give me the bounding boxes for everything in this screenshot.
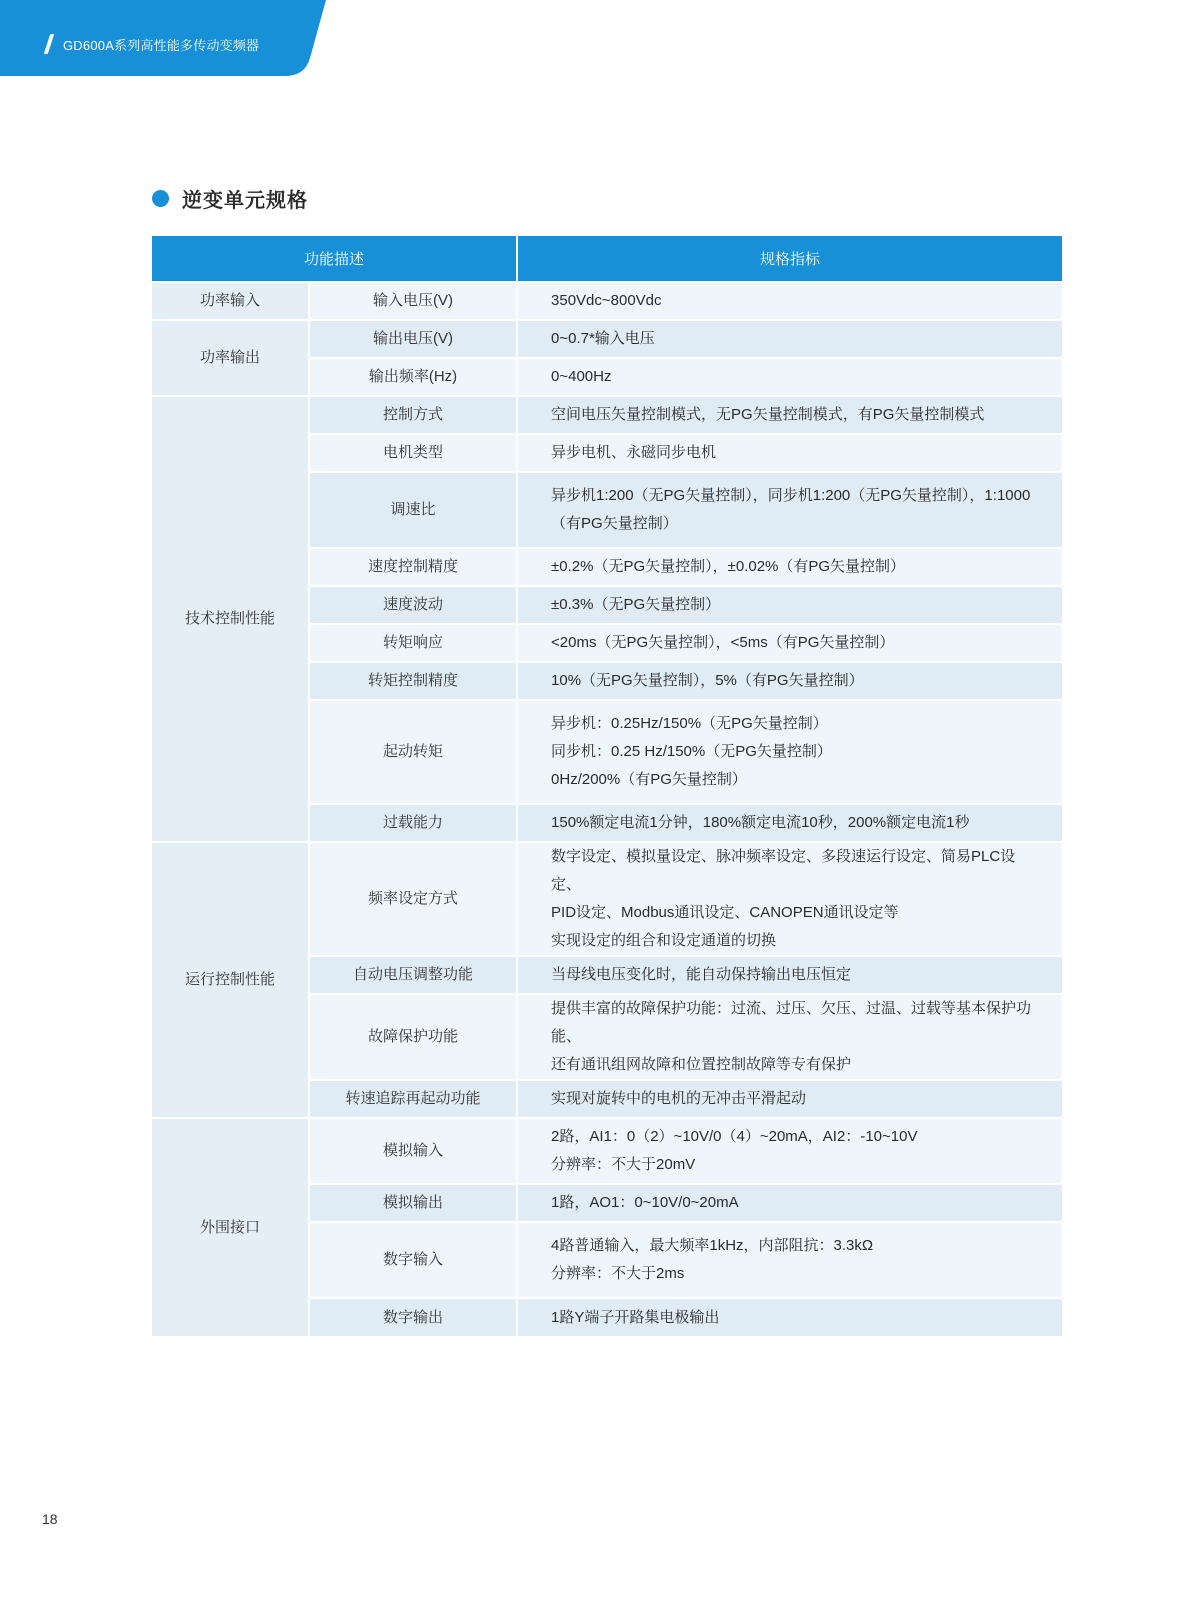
spec-cell [517,358,1062,396]
feature-cell: 输出频率(Hz) [309,358,517,396]
feature-cell: 转矩控制精度 [309,662,517,700]
section-title: 逆变单元规格 [182,190,308,212]
table-row [152,282,1062,320]
feature-cell: 起动转矩 [309,700,517,804]
spec-line: PID设定、Modbus通讯设定、CANOPEN通讯设定等 [551,904,899,921]
table-header-row [152,236,1062,282]
spec-cell [517,434,1062,472]
category-cell: 运行控制性能 [152,842,309,1118]
spec-cell [517,624,1062,662]
category-cell: 功率输入 [152,282,309,320]
spec-line: （有PG矢量控制） [551,515,678,532]
spec-line: 2路，AI1：0（2）~10V/0（4）~20mA，AI2：-10~10V [551,1128,918,1145]
spec-cell [517,396,1062,434]
spec-cell [517,1298,1062,1336]
category-cell: 外围接口 [152,1118,309,1336]
spec-line: 10%（无PG矢量控制），5%（有PG矢量控制） [551,672,864,689]
column-header-function: 功能描述 [152,236,517,282]
spec-line: 1路Y端子开路集电极输出 [551,1308,720,1326]
spec-line: 异步机：0.25Hz/150%（无PG矢量控制） [551,715,828,732]
spec-line: ±0.2%（无PG矢量控制），±0.02%（有PG矢量控制） [551,558,906,575]
header-title-wrap [47,30,259,58]
table-row [152,396,1062,434]
spec-cell [517,700,1062,804]
feature-cell: 输出电压(V) [309,320,517,358]
table-row [152,320,1062,358]
spec-line: 空间电压矢量控制模式，无PG矢量控制模式，有PG矢量控制模式 [551,406,985,423]
feature-cell: 频率设定方式 [309,842,517,956]
page-number: 18 [42,1511,58,1527]
feature-cell: 转矩响应 [309,624,517,662]
feature-cell: 控制方式 [309,396,517,434]
table-row [152,842,1062,956]
feature-cell: 输入电压(V) [309,282,517,320]
feature-cell: 调速比 [309,472,517,548]
spec-cell [517,804,1062,842]
spec-line: 分辨率：不大于20mV [551,1156,696,1173]
spec-cell [517,1080,1062,1118]
feature-cell: 电机类型 [309,434,517,472]
spec-line: 还有通讯组网故障和位置控制故障等专有保护 [551,1056,852,1073]
spec-line: 1路，AO1：0~10V/0~20mA [551,1194,739,1211]
spec-line: 实现设定的组合和设定通道的切换 [551,932,777,949]
spec-cell [517,842,1062,956]
category-cell: 功率输出 [152,320,309,396]
feature-cell: 模拟输出 [309,1184,517,1222]
spec-line: 同步机：0.25 Hz/150%（无PG矢量控制） [551,743,832,760]
spec-line: 0Hz/200%（有PG矢量控制） [551,771,747,788]
feature-cell: 转速追踪再起动功能 [309,1080,517,1118]
spec-cell [517,282,1062,320]
feature-cell: 自动电压调整功能 [309,956,517,994]
spec-line: 提供丰富的故障保护功能：过流、过压、欠压、过温、过载等基本保护功能、 [551,1000,1032,1045]
spec-line: 4路普通输入，最大频率1kHz，内部阻抗：3.3kΩ [551,1237,874,1254]
spec-cell [517,662,1062,700]
spec-line: 150%额定电流1分钟，180%额定电流10秒，200%额定电流1秒 [551,814,970,831]
spec-cell [517,956,1062,994]
spec-line: 异步机1:200（无PG矢量控制），同步机1:200（无PG矢量控制），1:1000 [551,487,1031,504]
spec-cell [517,1184,1062,1222]
feature-cell: 故障保护功能 [309,994,517,1080]
spec-cell [517,548,1062,586]
spec-cell [517,1222,1062,1298]
spec-line: 分辨率：不大于2ms [551,1265,685,1282]
header-title: GD600A系列高性能多传动变频器 [63,37,260,53]
spec-line: 当母线电压变化时，能自动保持输出电压恒定 [551,966,852,983]
feature-cell: 数字输入 [309,1222,517,1298]
spec-line: ±0.3%（无PG矢量控制） [551,596,721,613]
table-row [152,1118,1062,1184]
feature-cell: 过载能力 [309,804,517,842]
feature-cell: 数字输出 [309,1298,517,1336]
feature-cell: 模拟输入 [309,1118,517,1184]
spec-cell [517,994,1062,1080]
spec-cell [517,472,1062,548]
column-header-spec: 规格指标 [517,236,1062,282]
spec-line: 0~400Hz [551,368,612,385]
spec-cell [517,586,1062,624]
spec-cell [517,320,1062,358]
spec-line: 实现对旋转中的电机的无冲击平滑起动 [551,1090,807,1107]
spec-line: 异步电机、永磁同步电机 [551,444,717,461]
spec-table [152,236,1062,1336]
feature-cell: 速度波动 [309,586,517,624]
spec-line: 0~0.7*输入电压 [551,330,655,347]
section-heading [152,184,308,213]
bullet-dot-icon [152,190,169,207]
spec-line: 350Vdc~800Vdc [551,292,662,309]
category-cell: 技术控制性能 [152,396,309,842]
spec-cell [517,1118,1062,1184]
spec-line: 数字设定、模拟量设定、脉冲频率设定、多段速运行设定、简易PLC设定、 [551,848,1016,893]
feature-cell: 速度控制精度 [309,548,517,586]
spec-line: <20ms（无PG矢量控制），<5ms（有PG矢量控制） [551,634,895,651]
